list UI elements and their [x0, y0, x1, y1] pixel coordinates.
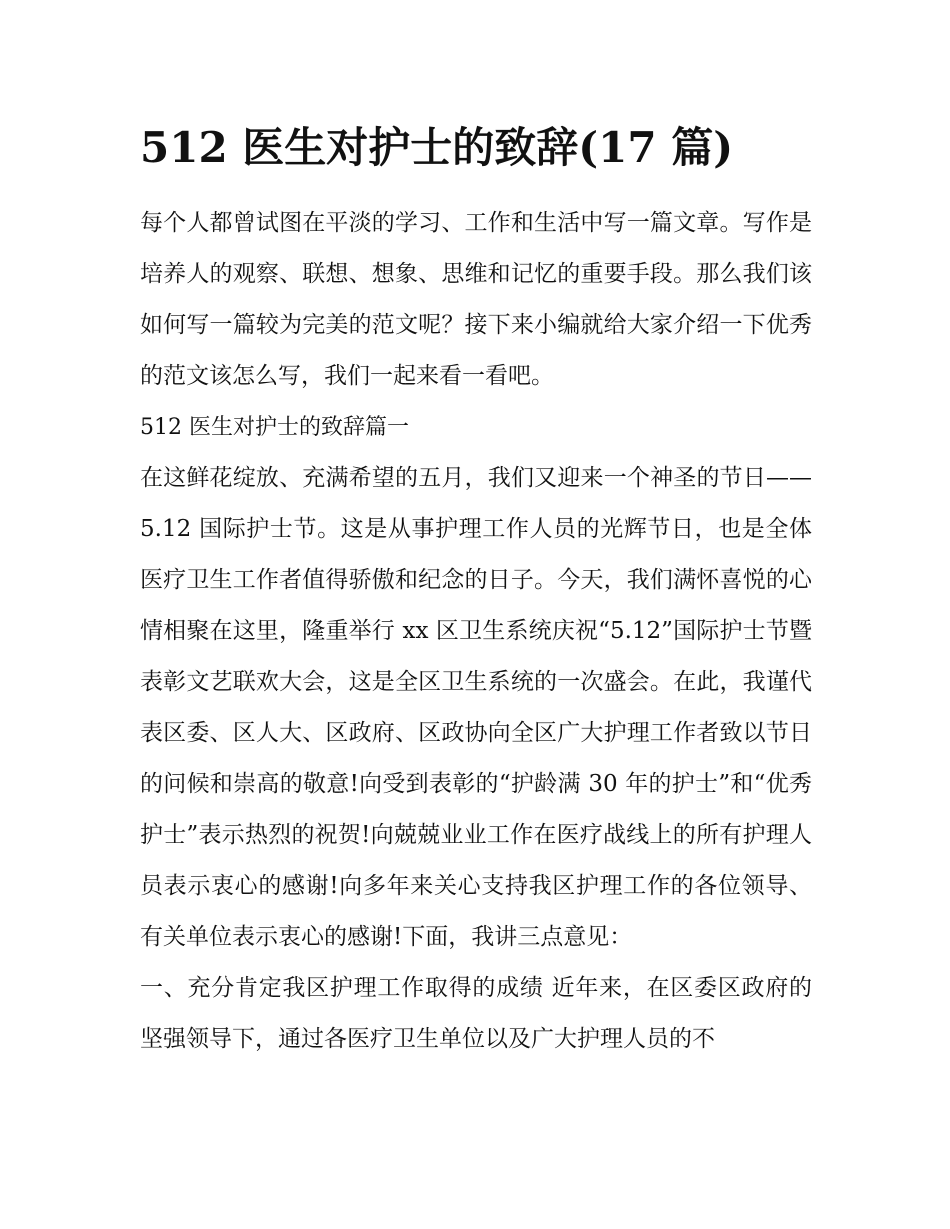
section-heading: 512 医生对护士的致辞篇一 [140, 415, 409, 440]
document-title: 512 医生对护士的致辞(17 篇) [140, 123, 734, 172]
body-paragraph: 在这鲜花绽放、充满希望的五月，我们又迎来一个神圣的节日——5.12 国际护士节。这是从事护理工作人员的光辉节日，也是全体医疗卫生工作者值得骄傲和纪念的日子。今天，我们满怀喜悦的心情相聚在这里，隆重举行 xx 区卫生系统庆祝“5.12”国际护士节暨表彰文艺联欢大会，这是全区卫生系统的一次盛会。在此，我谨代表区委、区人大、区政府、区政协向全区广大护理工作者致以节日的问候和崇高的敬意!向受到表彰的“护龄满 30 年的护士”和“优秀护士”表示热烈的祝贺!向兢兢业业工作在医疗战线上的所有护理人员表示衷心的感谢!向多年来关心支持我区护理工作的各位领导、有关单位表示衷心的感谢!下面，我讲三点意见： [140, 465, 812, 950]
document-body [140, 198, 812, 1065]
body-paragraph: 一、充分肯定我区护理工作取得的成绩 近年来，在区委区政府的坚强领导下，通过各医疗卫生单位以及广大护理人员的不 [140, 975, 812, 1052]
intro-paragraph: 每个人都曾试图在平淡的学习、工作和生活中写一篇文章。写作是培养人的观察、联想、想象、思维和记忆的重要手段。那么我们该如何写一篇较为完美的范文呢？接下来小编就给大家介绍一下优秀的范文该怎么写，我们一起来看一看吧。 [140, 210, 812, 389]
